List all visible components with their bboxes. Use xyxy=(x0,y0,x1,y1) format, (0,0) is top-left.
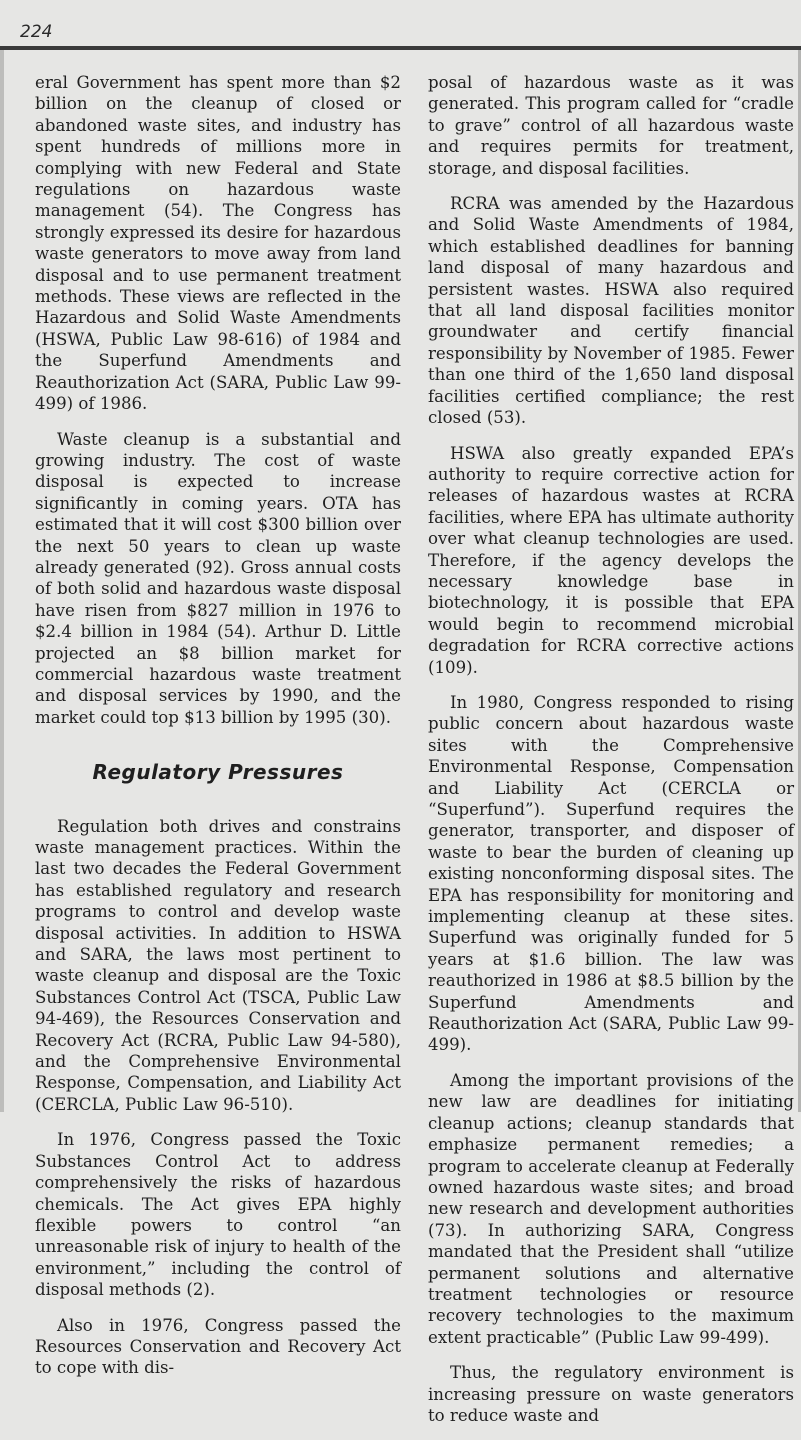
left-column xyxy=(35,72,401,1393)
paragraph: Among the important provisions of the new law are deadlines for initiating cleanup actions; cleanup standards that emphasize permanent remedies; a program to accelerate cleanup at Federally owned hazardous waste sites; and broad new research and development authorities (73). In authorizing SARA, Congress mandated that the President shall “utilize permanent solutions and alternative treatment technologies or resource recovery technologies to the maximum extent practicable” (Public Law 99-499). xyxy=(428,1070,794,1347)
page-left-edge xyxy=(0,50,4,1112)
paragraph: RCRA was amended by the Hazardous and Solid Waste Amendments of 1984, which established deadlines for banning land disposal of many hazardous and persistent wastes. HSWA also required that all land disposal facilities monitor groundwater and certify financial responsibility by November of 1985. Fewer than one third of the 1,650 land disposal facilities certified compliance; the rest closed (53). xyxy=(428,194,794,428)
paragraph: Also in 1976, Congress passed the Resources Conservation and Recovery Act to cope with dis- xyxy=(35,1315,401,1378)
paragraph: Regulation both drives and constrains waste management practices. Within the last two decades the Federal Government has established regulatory and research programs to control and develop waste disposal activities. In addition to HSWA and SARA, the laws most pertinent to waste cleanup and disposal are the Toxic Substances Control Act (TSCA, Public Law 94-469), the Resources Conservation and Recovery Act (RCRA, Public Law 94-580), and the Comprehensive Environmental Response, Compensation, and Liability Act (CERCLA, Public Law 96-510). xyxy=(35,816,401,1114)
paragraph: In 1980, Congress responded to rising public concern about hazardous waste sites with the Comprehensive Environmental Response, Compensation and Liability Act (CERCLA or “Superfund”). Superfund requires the generator, transporter, and disposer of waste to bear the burden of cleaning up existing nonconforming disposal sites. The EPA has responsibility for monitoring and implementing cleanup at these sites. Superfund was originally funded for 5 years at $1.6 billion. The law was reauthorized in 1986 at $8.5 billion by the Superfund Amendments and Reauthorization Act (SARA, Public Law 99-499). xyxy=(428,692,794,1055)
section-heading: Regulatory Pressures xyxy=(92,760,344,785)
paragraph: In 1976, Congress passed the Toxic Substances Control Act to address comprehensively the risks of hazardous chemicals. The Act gives EPA highly flexible powers to control “an unreasonable risk of injury to health of the environment,” including the control of disposal methods (2). xyxy=(35,1130,401,1300)
paragraph: posal of hazardous waste as it was generated. This program called for “cradle to grave” control of all hazardous waste and requires permits for treatment, storage, and disposal facilities. xyxy=(428,73,794,178)
right-column xyxy=(428,72,794,1440)
paragraph: eral Government has spent more than $2 billion on the cleanup of closed or abandoned waste sites, and industry has spent hundreds of millions more in complying with new Federal and State regulations on hazardous waste management (54). The Congress has strongly expressed its desire for hazardous waste generators to move away from land disposal and to use permanent treatment methods. These views are reflected in the Hazardous and Solid Waste Amendments (HSWA, Public Law 98-616) of 1984 and the Superfund Amendments and Reauthorization Act (SARA, Public Law 99-499) of 1986. xyxy=(35,73,401,414)
paragraph: Waste cleanup is a substantial and growing industry. The cost of waste disposal is expected to increase significantly in coming years. OTA has estimated that it will cost $300 billion over the next 50 years to clean up waste already generated (92). Gross annual costs of both solid and hazardous waste disposal have risen from $827 million in 1976 to $2.4 billion in 1984 (54). Arthur D. Little projected an $8 billion market for commercial hazardous waste treatment and disposal services by 1990, and the market could top $13 billion by 1995 (30). xyxy=(35,429,401,727)
paragraph: Thus, the regulatory environment is increasing pressure on waste generators to reduce waste and xyxy=(428,1363,794,1425)
paragraph: HSWA also greatly expanded EPA’s authority to require corrective action for releases of hazardous wastes at RCRA facilities, where EPA has ultimate authority over what cleanup technologies are used. Therefore, if the agency develops the necessary knowledge base in biotechnology, it is possible that EPA would begin to recommend microbial degradation for RCRA corrective actions (109). xyxy=(428,443,794,677)
page-number: 224 xyxy=(20,22,53,42)
header-rule xyxy=(0,46,801,50)
